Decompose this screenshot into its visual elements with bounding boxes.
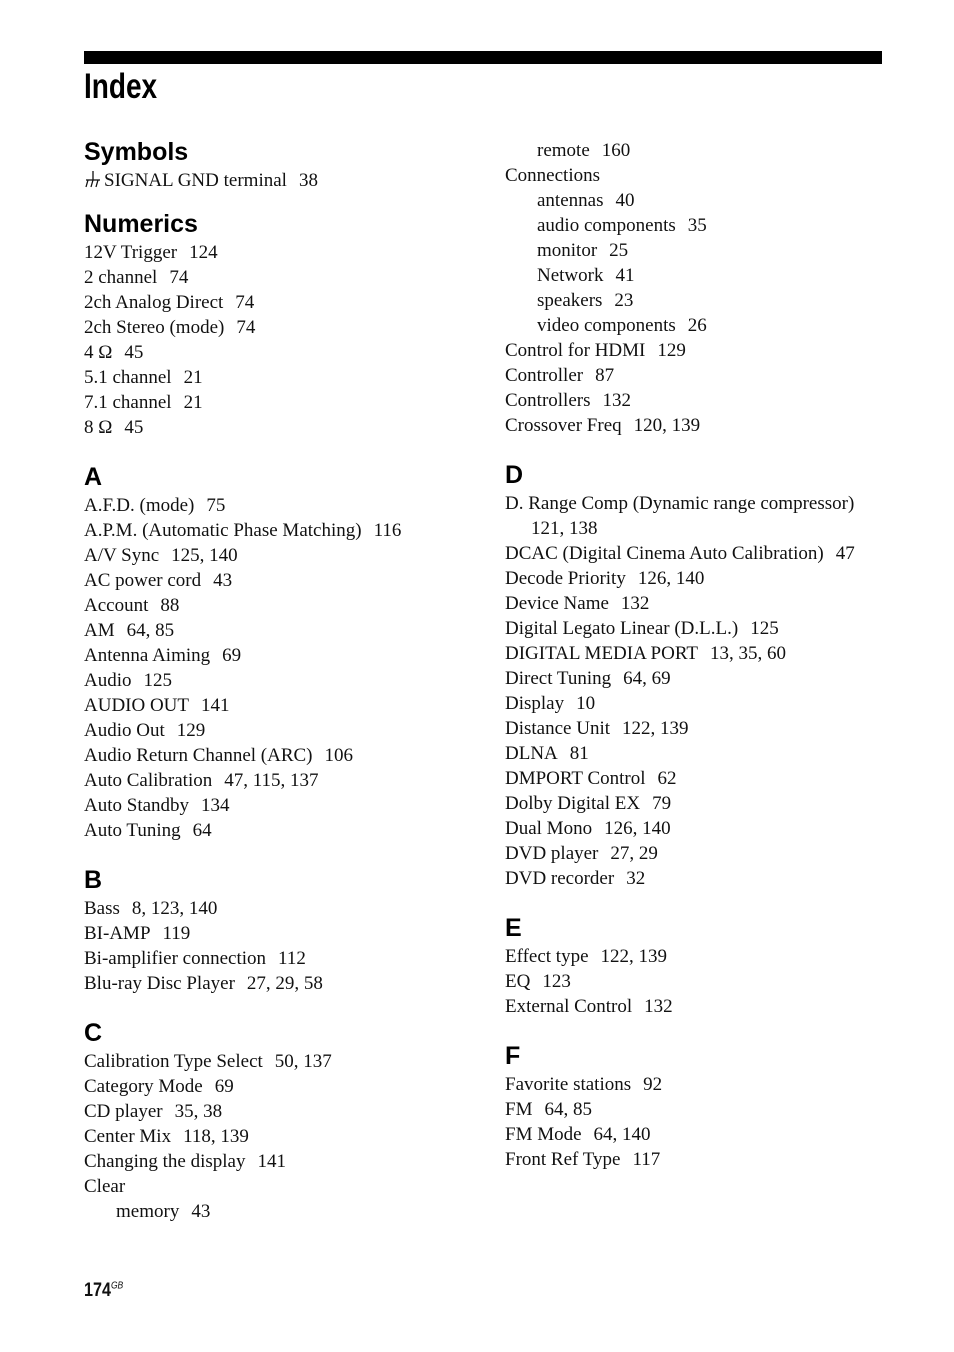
entry-page-refs: 21 — [183, 367, 203, 388]
index-entry — [84, 718, 484, 743]
index-subentry — [505, 288, 905, 313]
section-c-continued — [505, 138, 905, 438]
entry-page-refs: 129 — [657, 340, 686, 361]
entry-page-refs: 132 — [620, 593, 650, 614]
entry-term: Connections — [505, 165, 600, 186]
index-entry — [505, 866, 905, 891]
entry-page-refs: 141 — [201, 695, 230, 716]
entry-term: EQ — [505, 971, 531, 992]
section-heading: F — [505, 1042, 521, 1070]
index-entry — [84, 1099, 484, 1124]
index-entry — [84, 290, 484, 315]
entry-term: D. Range Comp (Dynamic range compressor) — [505, 493, 855, 514]
index-entry — [505, 491, 905, 516]
index-entry — [505, 666, 905, 691]
entry-term: 12V Trigger — [84, 242, 178, 263]
index-entry — [84, 340, 484, 365]
index-entry — [505, 841, 905, 866]
entry-term: Controller — [505, 365, 584, 386]
entry-term: Dual Mono — [505, 818, 593, 839]
entry-page-refs: 118, 139 — [183, 1126, 249, 1147]
entry-page-refs: 64, 69 — [623, 668, 671, 689]
index-entry — [84, 693, 484, 718]
entry-term: 2ch Stereo (mode) — [84, 317, 225, 338]
index-entry — [505, 791, 905, 816]
entry-term: Auto Calibration — [84, 770, 213, 791]
entry-term: Control for HDMI — [505, 340, 646, 361]
entry-term: Network — [537, 265, 604, 286]
entry-page-refs: 125, 140 — [171, 545, 238, 566]
section-heading: Numerics — [84, 210, 198, 238]
index-column-left — [84, 136, 484, 1224]
title-rule — [84, 51, 882, 64]
entry-term: Auto Tuning — [84, 820, 181, 841]
index-entry — [505, 994, 905, 1019]
index-entry — [84, 240, 484, 265]
entry-term: Device Name — [505, 593, 609, 614]
index-entry — [84, 921, 484, 946]
entry-term: 4 Ω — [84, 342, 113, 363]
entry-term: Bi-amplifier connection — [84, 948, 267, 969]
entry-page-refs: 69 — [214, 1076, 234, 1097]
entry-term: speakers — [537, 290, 603, 311]
index-entry — [84, 265, 484, 290]
entry-page-refs: 45 — [124, 417, 144, 438]
index-entry — [84, 743, 484, 768]
entry-term: Calibration Type Select — [84, 1051, 263, 1072]
entry-page-refs: 122, 139 — [600, 946, 668, 967]
entry-term: remote — [537, 140, 590, 161]
entry-term: video components — [537, 315, 676, 336]
index-entry — [84, 593, 484, 618]
entry-term: External Control — [505, 996, 633, 1017]
index-entry — [505, 413, 905, 438]
section-heading: D — [505, 461, 524, 489]
index-entry — [84, 618, 484, 643]
entry-page-refs: 8, 123, 140 — [131, 898, 218, 919]
index-entry — [84, 643, 484, 668]
index-entry — [84, 315, 484, 340]
entry-term: CD player — [84, 1101, 163, 1122]
index-entry — [505, 338, 905, 363]
entry-page-refs: 25 — [609, 240, 629, 261]
entry-term: Category Mode — [84, 1076, 203, 1097]
entry-term: Audio — [84, 670, 132, 691]
index-entry — [505, 691, 905, 716]
section-symbols — [84, 136, 484, 193]
index-entry — [505, 616, 905, 641]
entry-page-refs: 64, 140 — [593, 1124, 651, 1145]
entry-term: A.P.M. (Automatic Phase Matching) — [84, 520, 362, 541]
index-entry — [505, 816, 905, 841]
entry-page-refs: 74 — [235, 292, 255, 313]
entry-term: memory — [116, 1201, 180, 1222]
index-subentry — [505, 188, 905, 213]
entry-page-refs: 92 — [643, 1074, 663, 1095]
entry-term: AM — [84, 620, 115, 641]
page-number — [84, 1280, 123, 1302]
index-entry — [84, 818, 484, 843]
index-entry — [505, 541, 905, 566]
entry-term: DLNA — [505, 743, 558, 764]
index-entry — [505, 716, 905, 741]
index-entry — [84, 543, 484, 568]
entry-term: audio components — [537, 215, 676, 236]
index-subentry — [505, 138, 905, 163]
entry-page-refs: 125 — [143, 670, 172, 691]
entry-page-refs: 35 — [687, 215, 707, 236]
entry-term: Antenna Aiming — [84, 645, 211, 666]
entry-term: Front Ref Type — [505, 1149, 621, 1170]
index-entry — [505, 969, 905, 994]
entry-term: Audio Out — [84, 720, 165, 741]
entry-term: Blu-ray Disc Player — [84, 973, 235, 994]
entry-term: FM Mode — [505, 1124, 582, 1145]
index-entry — [84, 365, 484, 390]
index-entry — [84, 1049, 484, 1074]
entry-page-refs: 47, 115, 137 — [224, 770, 319, 791]
entry-term: Clear — [84, 1176, 126, 1197]
entry-term: 2ch Analog Direct — [84, 292, 224, 313]
entry-page-refs: 38 — [298, 170, 318, 191]
entry-page-refs: 141 — [257, 1151, 286, 1172]
entry-page-refs: 62 — [657, 768, 677, 789]
index-entry — [505, 1072, 905, 1097]
index-entry — [84, 793, 484, 818]
page-number-value: 174 — [84, 1280, 111, 1301]
entry-page-refs: 120, 139 — [633, 415, 701, 436]
section-c — [84, 1017, 484, 1224]
entry-term: Controllers — [505, 390, 591, 411]
entry-page-refs: 132 — [644, 996, 673, 1017]
entry-page-refs: 124 — [189, 242, 218, 263]
entry-term: SIGNAL GND terminal — [104, 170, 287, 191]
index-entry — [505, 566, 905, 591]
entry-page-refs: 13, 35, 60 — [709, 643, 786, 664]
index-entry — [84, 971, 484, 996]
entry-term: Effect type — [505, 946, 589, 967]
entry-term: DMPORT Control — [505, 768, 646, 789]
entry-page-refs: 50, 137 — [274, 1051, 332, 1072]
entry-page-refs: 160 — [601, 140, 631, 161]
entry-page-refs: 129 — [176, 720, 206, 741]
entry-term: Digital Legato Linear (D.L.L.) — [505, 618, 739, 639]
index-subentry — [505, 263, 905, 288]
entry-page-refs: 45 — [124, 342, 144, 363]
index-subentry — [84, 1199, 484, 1224]
index-entry — [84, 1074, 484, 1099]
entry-page-refs: 47 — [835, 543, 855, 564]
entry-term: 7.1 channel — [84, 392, 172, 413]
index-entry — [505, 741, 905, 766]
section-b — [84, 864, 484, 996]
index-entry — [84, 168, 484, 193]
entry-page-refs: 75 — [206, 495, 226, 516]
entry-page-refs: 43 — [191, 1201, 211, 1222]
index-subentry — [505, 313, 905, 338]
entry-term: Auto Standby — [84, 795, 190, 816]
index-entry — [505, 1147, 905, 1172]
entry-page-refs: 69 — [222, 645, 242, 666]
entry-page-refs: 81 — [569, 743, 589, 764]
entry-term: Favorite stations — [505, 1074, 632, 1095]
entry-page-refs: 74 — [169, 267, 189, 288]
entry-page-refs: 27, 29, 58 — [246, 973, 323, 994]
entry-page-refs: 116 — [373, 520, 402, 541]
entry-page-refs: 74 — [236, 317, 256, 338]
entry-page-refs: 126, 140 — [604, 818, 671, 839]
entry-page-refs: 87 — [595, 365, 615, 386]
entry-page-refs: 79 — [652, 793, 672, 814]
entry-page-refs: 125 — [750, 618, 779, 639]
index-entry — [84, 390, 484, 415]
entry-term: Dolby Digital EX — [505, 793, 641, 814]
entry-term: Center Mix — [84, 1126, 172, 1147]
section-heading: E — [505, 914, 522, 942]
entry-page-refs: 123 — [542, 971, 571, 992]
entry-page-refs: 64 — [192, 820, 212, 841]
entry-term: A.F.D. (mode) — [84, 495, 195, 516]
index-entry — [84, 768, 484, 793]
page-number-suffix: GB — [110, 1280, 124, 1292]
entry-term: DVD player — [505, 843, 599, 864]
entry-page-refs: 40 — [615, 190, 635, 211]
entry-page-refs: 41 — [615, 265, 635, 286]
index-entry — [84, 1124, 484, 1149]
entry-term: Bass — [84, 898, 120, 919]
entry-term: Crossover Freq — [505, 415, 622, 436]
entry-page-refs: 126, 140 — [637, 568, 705, 589]
entry-page-refs: 26 — [687, 315, 707, 336]
index-entry — [505, 591, 905, 616]
entry-term: Direct Tuning — [505, 668, 612, 689]
entry-term: 2 channel — [84, 267, 158, 288]
entry-term: Decode Priority — [505, 568, 626, 589]
entry-page-refs: 43 — [213, 570, 233, 591]
entry-page-refs: 119 — [162, 923, 191, 944]
section-heading: B — [84, 866, 103, 894]
entry-term: AC power cord — [84, 570, 202, 591]
index-entry — [84, 518, 484, 543]
index-entry — [84, 568, 484, 593]
index-entry — [84, 415, 484, 440]
entry-term: 5.1 channel — [84, 367, 172, 388]
entry-page-refs: 134 — [201, 795, 230, 816]
entry-page-refs: 64, 85 — [544, 1099, 592, 1120]
index-entry — [505, 1097, 905, 1122]
entry-term: DCAC (Digital Cinema Auto Calibration) — [505, 543, 824, 564]
index-subentry — [505, 238, 905, 263]
entry-page-refs: 27, 29 — [610, 843, 658, 864]
entry-term: Display — [505, 693, 565, 714]
index-entry — [505, 388, 905, 413]
index-entry — [505, 363, 905, 388]
entry-term: antennas — [537, 190, 604, 211]
entry-page-refs: 106 — [324, 745, 354, 766]
index-entry — [84, 668, 484, 693]
section-e — [505, 912, 905, 1019]
index-column-right — [505, 136, 905, 1172]
entry-term: DVD recorder — [505, 868, 615, 889]
entry-term: Audio Return Channel (ARC) — [84, 745, 313, 766]
entry-term: A/V Sync — [84, 545, 160, 566]
index-entry — [505, 641, 905, 666]
section-heading: C — [84, 1019, 103, 1047]
section-numerics — [84, 208, 484, 440]
index-entry — [84, 946, 484, 971]
entry-term: monitor — [537, 240, 598, 261]
index-entry — [505, 766, 905, 791]
entry-page-refs: 132 — [602, 390, 631, 411]
index-entry — [505, 944, 905, 969]
entry-page-refs: 35, 38 — [174, 1101, 223, 1122]
section-d — [505, 459, 905, 891]
entry-page-refs: 32 — [626, 868, 646, 889]
section-heading: Symbols — [84, 138, 189, 166]
section-heading: A — [84, 463, 103, 491]
index-entry — [505, 516, 905, 541]
entry-page-refs: 10 — [576, 693, 596, 714]
entry-term: 8 Ω — [84, 417, 113, 438]
entry-term: AUDIO OUT — [84, 695, 190, 716]
entry-page-refs: 21 — [183, 392, 203, 413]
entry-page-refs: 88 — [160, 595, 180, 616]
entry-page-refs: 112 — [278, 948, 306, 969]
entry-term: FM — [505, 1099, 533, 1120]
entry-page-refs: 121, 138 — [531, 518, 598, 539]
index-entry — [84, 1149, 484, 1174]
index-entry — [84, 896, 484, 921]
index-entry — [84, 493, 484, 518]
page-title: Index — [84, 67, 158, 106]
entry-term: Account — [84, 595, 149, 616]
ground-symbol-icon — [84, 170, 102, 188]
entry-page-refs: 122, 139 — [622, 718, 689, 739]
entry-term: Changing the display — [84, 1151, 246, 1172]
entry-term: BI-AMP — [84, 923, 151, 944]
index-entry — [84, 1174, 484, 1199]
index-entry — [505, 1122, 905, 1147]
section-f — [505, 1040, 905, 1172]
entry-term: Distance Unit — [505, 718, 611, 739]
section-a — [84, 461, 484, 843]
entry-page-refs: 23 — [614, 290, 634, 311]
entry-page-refs: 64, 85 — [126, 620, 175, 641]
entry-term: DIGITAL MEDIA PORT — [505, 643, 698, 664]
index-entry — [505, 163, 905, 188]
index-subentry — [505, 213, 905, 238]
entry-page-refs: 117 — [632, 1149, 661, 1170]
